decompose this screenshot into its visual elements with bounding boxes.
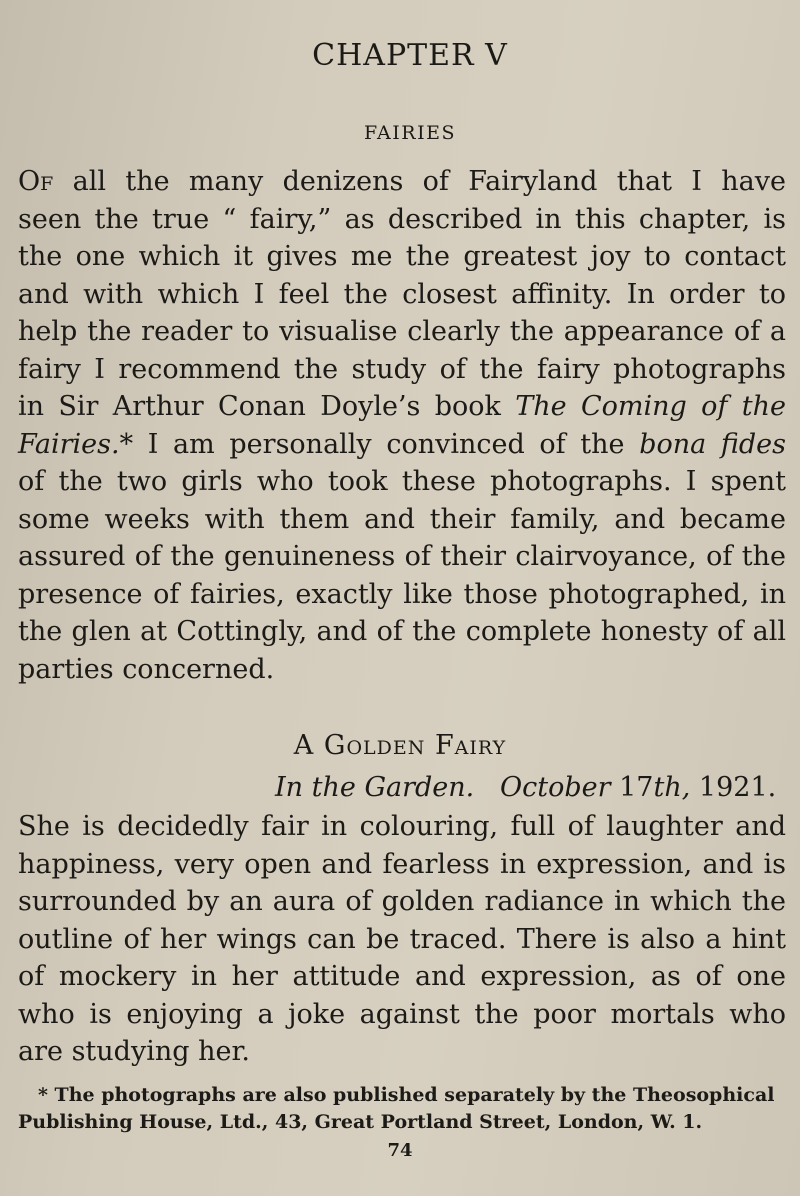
paragraph-line: and with which I feel the closest affinity. In order to <box>18 278 786 310</box>
paragraph-line: presence of fairies, exactly like those photographed, in <box>18 578 786 610</box>
intro-paragraph <box>18 163 786 688</box>
dateline-day: 17 <box>619 772 654 803</box>
bona-fides: bona fides <box>639 428 786 460</box>
paragraph-line: Fairies.* I am personally convinced of the bona fides <box>18 428 786 460</box>
book-title: The Coming of the <box>515 391 787 422</box>
paragraph-line: Of all the many denizens of Fairyland that I have <box>18 166 786 197</box>
paragraph-line: seen the true “ fairy,” as described in this chapter, is <box>18 203 786 235</box>
drop-cap-rest: f <box>40 166 54 197</box>
paragraph-line: in Sir Arthur Conan Doyle’s book The Coming of the <box>18 391 787 422</box>
dateline <box>275 772 776 803</box>
footnote-line: Publishing House, Ltd., 43, Great Portland Street, London, W. 1. <box>18 1111 703 1133</box>
dateline-month: October <box>500 772 611 803</box>
paragraph-line: help the reader to visualise clearly the appearance of a <box>18 316 786 347</box>
paragraph-line: She is decidedly fair in colouring, full of laughter and <box>18 811 786 842</box>
dateline-place: In the Garden. <box>275 772 475 803</box>
section-heading: A Golden Fairy <box>293 730 507 761</box>
drop-cap: O <box>18 166 41 197</box>
paragraph-line: surrounded by an aura of golden radiance in which the <box>18 886 786 917</box>
paragraph-line: who is enjoying a joke against the poor mortals who <box>18 998 786 1030</box>
chapter-subtitle: FAIRIES <box>364 122 456 144</box>
footnote <box>18 1082 786 1136</box>
paragraph-line: assured of the genuineness of their clairvoyance, of the <box>18 541 786 572</box>
body-paragraph <box>18 808 786 1071</box>
paragraph-line: fairy I recommend the study of the fairy photographs <box>18 353 786 385</box>
paragraph-line: of the two girls who took these photographs. I spent <box>18 466 786 497</box>
chapter-heading: CHAPTER V <box>312 38 508 73</box>
dateline-year: 1921. <box>698 772 777 803</box>
footnote-line: * The photographs are also published separately by the Theosophical <box>38 1084 775 1106</box>
page-number: 74 <box>387 1140 413 1161</box>
footnote-marker: * <box>119 428 134 460</box>
book-title-continued: Fairies. <box>18 428 120 460</box>
paragraph-line: happiness, very open and fearless in expression, and is <box>18 848 786 880</box>
paragraph-line: of mockery in her attitude and expression, as of one <box>18 961 786 992</box>
paragraph-line: are studying her. <box>18 1036 250 1067</box>
paragraph-line: parties concerned. <box>18 653 275 685</box>
dateline-suffix: th, <box>653 772 691 803</box>
paragraph-line: the glen at Cottingly, and of the complete honesty of all <box>18 616 786 647</box>
paragraph-line: some weeks with them and their family, and became <box>18 503 786 535</box>
paragraph-line: the one which it gives me the greatest joy to contact <box>18 241 786 272</box>
paragraph-line: outline of her wings can be traced. There is also a hint <box>18 923 786 955</box>
